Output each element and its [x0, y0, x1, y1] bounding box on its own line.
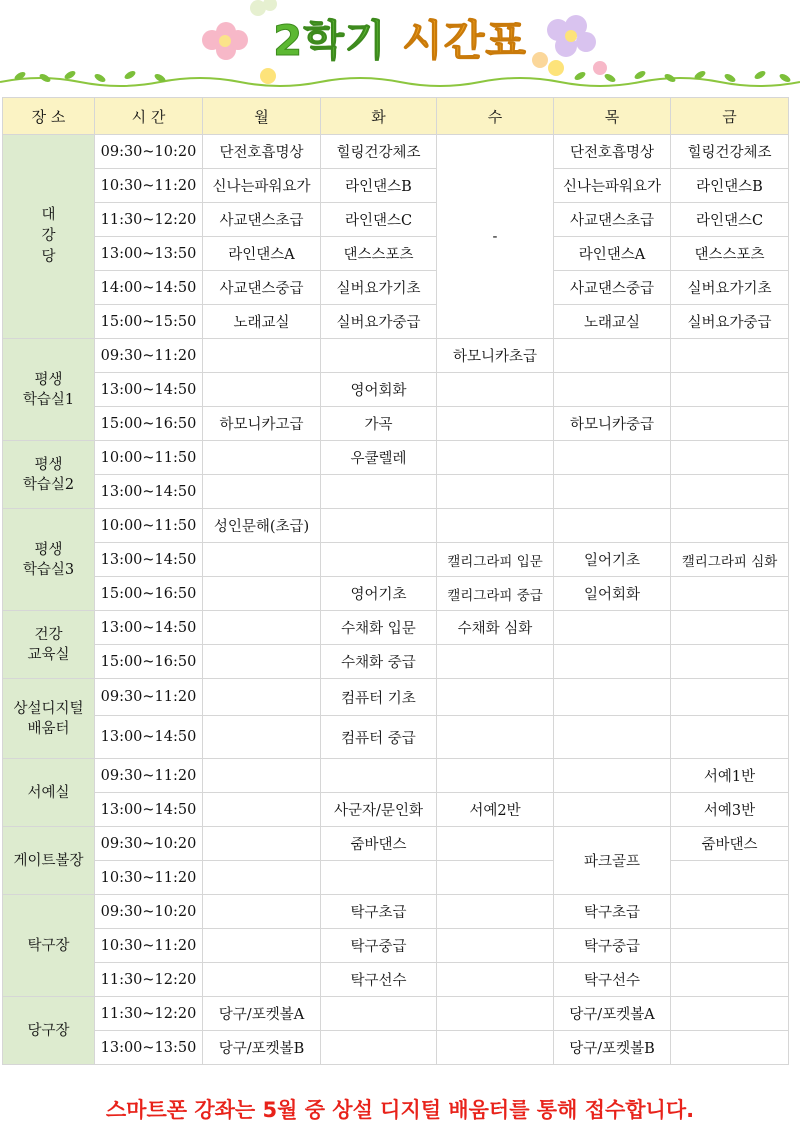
class-cell	[671, 407, 789, 441]
class-cell: 캘리그라피 심화	[671, 543, 789, 577]
class-cell	[554, 793, 671, 827]
class-cell: 당구/포켓볼B	[203, 1031, 321, 1065]
class-cell	[554, 679, 671, 716]
class-cell: 성인문해(초급)	[203, 509, 321, 543]
class-cell	[203, 373, 321, 407]
time-cell: 15:00~16:50	[95, 577, 203, 611]
class-cell	[321, 759, 437, 793]
class-cell: 컴퓨터 중급	[321, 716, 437, 759]
time-cell: 09:30~10:20	[95, 827, 203, 861]
class-cell: 하모니카중급	[554, 407, 671, 441]
class-cell: 영어회화	[321, 373, 437, 407]
class-cell	[554, 759, 671, 793]
table-row	[3, 1031, 789, 1065]
class-cell	[671, 679, 789, 716]
class-cell	[437, 895, 554, 929]
header-wed: 수	[437, 98, 554, 135]
header-fri: 금	[671, 98, 789, 135]
class-cell: 신나는파워요가	[554, 169, 671, 203]
class-cell	[203, 679, 321, 716]
class-cell	[203, 827, 321, 861]
class-cell: 캘리그라피 중급	[437, 577, 554, 611]
time-cell: 09:30~11:20	[95, 339, 203, 373]
time-cell: 14:00~14:50	[95, 271, 203, 305]
footer-notice: 스마트폰 강좌는 5월 중 상설 디지털 배움터를 통해 접수합니다.	[105, 1098, 695, 1122]
time-cell: 13:00~14:50	[95, 543, 203, 577]
class-cell	[321, 543, 437, 577]
class-cell: 댄스스포츠	[321, 237, 437, 271]
table-row	[3, 963, 789, 997]
time-cell: 09:30~10:20	[95, 895, 203, 929]
title-part1: 2학기	[273, 16, 387, 65]
header-mon: 월	[203, 98, 321, 135]
class-cell	[554, 441, 671, 475]
class-cell	[554, 716, 671, 759]
class-cell	[321, 997, 437, 1031]
class-cell: 라인댄스B	[671, 169, 789, 203]
class-cell	[437, 475, 554, 509]
class-cell	[321, 509, 437, 543]
time-cell: 10:00~11:50	[95, 509, 203, 543]
schedule-table	[2, 97, 789, 1065]
class-cell	[203, 929, 321, 963]
class-cell: 단전호흡명상	[203, 135, 321, 169]
table-row	[3, 611, 789, 645]
class-cell	[203, 577, 321, 611]
table-row	[3, 305, 789, 339]
page-title	[0, 8, 800, 68]
place-cell: 대 강 당	[3, 135, 95, 339]
place-cell: 상설디지털 배움터	[3, 679, 95, 759]
class-cell: 탁구선수	[321, 963, 437, 997]
class-cell: 탁구초급	[554, 895, 671, 929]
class-cell	[437, 679, 554, 716]
class-cell: 노래교실	[554, 305, 671, 339]
class-cell: 캘리그라피 입문	[437, 543, 554, 577]
time-cell: 09:30~11:20	[95, 759, 203, 793]
class-cell: 하모니카고급	[203, 407, 321, 441]
class-cell: 라인댄스C	[321, 203, 437, 237]
table-row	[3, 407, 789, 441]
class-cell	[671, 509, 789, 543]
table-row	[3, 543, 789, 577]
class-cell: 하모니카초급	[437, 339, 554, 373]
time-cell: 13:00~14:50	[95, 611, 203, 645]
header-time: 시 간	[95, 98, 203, 135]
table-row	[3, 716, 789, 759]
class-cell: 노래교실	[203, 305, 321, 339]
time-cell: 10:30~11:20	[95, 861, 203, 895]
time-cell: 13:00~14:50	[95, 373, 203, 407]
table-row	[3, 373, 789, 407]
class-cell	[671, 373, 789, 407]
class-cell: 줌바댄스	[321, 827, 437, 861]
table-row	[3, 441, 789, 475]
table-row	[3, 237, 789, 271]
header-decoration	[0, 0, 800, 92]
table-row	[3, 759, 789, 793]
class-cell	[671, 1031, 789, 1065]
class-cell: 라인댄스A	[554, 237, 671, 271]
class-cell	[321, 339, 437, 373]
class-cell: 단전호흡명상	[554, 135, 671, 169]
class-cell	[437, 997, 554, 1031]
place-cell: 평생 학습실3	[3, 509, 95, 611]
class-cell	[671, 895, 789, 929]
class-cell: 탁구초급	[321, 895, 437, 929]
class-cell: 신나는파워요가	[203, 169, 321, 203]
class-cell	[671, 339, 789, 373]
class-cell: 일어기초	[554, 543, 671, 577]
place-cell: 탁구장	[3, 895, 95, 997]
time-cell: 11:30~12:20	[95, 203, 203, 237]
class-cell	[437, 645, 554, 679]
class-cell: 컴퓨터 기초	[321, 679, 437, 716]
class-cell	[321, 1031, 437, 1065]
time-cell: 13:00~13:50	[95, 237, 203, 271]
table-row	[3, 271, 789, 305]
class-cell	[437, 759, 554, 793]
class-cell	[671, 716, 789, 759]
time-cell: 10:00~11:50	[95, 441, 203, 475]
class-cell	[437, 509, 554, 543]
class-cell: 수채화 입문	[321, 611, 437, 645]
class-cell	[203, 963, 321, 997]
class-cell	[203, 861, 321, 895]
class-cell	[321, 475, 437, 509]
class-cell: 당구/포켓볼A	[203, 997, 321, 1031]
place-cell: 게이트볼장	[3, 827, 95, 895]
place-cell: 당구장	[3, 997, 95, 1065]
table-row	[3, 679, 789, 716]
class-cell: 실버요가중급	[671, 305, 789, 339]
class-cell	[203, 339, 321, 373]
time-cell: 09:30~10:20	[95, 135, 203, 169]
place-cell: 평생 학습실1	[3, 339, 95, 441]
class-cell: 서예1반	[671, 759, 789, 793]
table-row	[3, 793, 789, 827]
class-cell	[671, 929, 789, 963]
class-cell	[437, 441, 554, 475]
class-cell	[554, 373, 671, 407]
table-row	[3, 169, 789, 203]
class-cell: 탁구선수	[554, 963, 671, 997]
table-row	[3, 475, 789, 509]
class-cell	[437, 827, 554, 861]
class-cell	[203, 716, 321, 759]
time-cell: 11:30~12:20	[95, 997, 203, 1031]
table-row	[3, 577, 789, 611]
class-cell	[203, 441, 321, 475]
class-cell	[554, 475, 671, 509]
class-cell: 가곡	[321, 407, 437, 441]
class-cell	[671, 577, 789, 611]
table-row	[3, 339, 789, 373]
table-row	[3, 645, 789, 679]
class-cell	[203, 895, 321, 929]
class-cell	[671, 611, 789, 645]
class-cell: 사교댄스중급	[203, 271, 321, 305]
table-row	[3, 895, 789, 929]
class-cell	[203, 645, 321, 679]
class-cell: 사교댄스중급	[554, 271, 671, 305]
class-cell	[671, 963, 789, 997]
class-cell	[437, 861, 554, 895]
class-cell	[203, 543, 321, 577]
class-cell	[554, 339, 671, 373]
time-cell: 13:00~14:50	[95, 793, 203, 827]
title-part2: 시간표	[402, 16, 527, 65]
class-cell: 힐링건강체조	[671, 135, 789, 169]
table-row	[3, 827, 789, 861]
class-cell	[203, 475, 321, 509]
header-tue: 화	[321, 98, 437, 135]
time-cell: 15:00~15:50	[95, 305, 203, 339]
class-cell	[671, 997, 789, 1031]
class-cell: 실버요가기초	[321, 271, 437, 305]
time-cell: 13:00~14:50	[95, 716, 203, 759]
place-cell: 평생 학습실2	[3, 441, 95, 509]
class-cell	[203, 611, 321, 645]
class-cell	[554, 611, 671, 645]
place-cell: 건강 교육실	[3, 611, 95, 679]
time-cell: 13:00~13:50	[95, 1031, 203, 1065]
class-cell	[437, 929, 554, 963]
class-cell: 서예3반	[671, 793, 789, 827]
class-cell: 당구/포켓볼B	[554, 1031, 671, 1065]
class-cell: 실버요가중급	[321, 305, 437, 339]
table-row	[3, 997, 789, 1031]
time-cell: 13:00~14:50	[95, 475, 203, 509]
header-place: 장 소	[3, 98, 95, 135]
class-cell: 댄스스포츠	[671, 237, 789, 271]
class-cell: 영어기초	[321, 577, 437, 611]
class-cell: 탁구중급	[554, 929, 671, 963]
table-row	[3, 135, 789, 169]
class-cell	[671, 861, 789, 895]
time-cell: 09:30~11:20	[95, 679, 203, 716]
class-cell: 줌바댄스	[671, 827, 789, 861]
class-cell: 라인댄스C	[671, 203, 789, 237]
class-cell: 서예2반	[437, 793, 554, 827]
time-cell: 11:30~12:20	[95, 963, 203, 997]
class-cell	[671, 475, 789, 509]
class-cell-empty: -	[437, 135, 554, 339]
class-cell: 일어회화	[554, 577, 671, 611]
class-cell	[554, 645, 671, 679]
class-cell: 사군자/문인화	[321, 793, 437, 827]
class-cell: 라인댄스A	[203, 237, 321, 271]
class-cell: 수채화 심화	[437, 611, 554, 645]
time-cell: 15:00~16:50	[95, 407, 203, 441]
class-cell	[321, 861, 437, 895]
class-cell	[671, 645, 789, 679]
class-cell	[437, 963, 554, 997]
class-cell: 탁구중급	[321, 929, 437, 963]
class-cell: 파크골프	[554, 827, 671, 895]
time-cell: 10:30~11:20	[95, 929, 203, 963]
class-cell	[437, 373, 554, 407]
class-cell	[437, 1031, 554, 1065]
class-cell	[437, 407, 554, 441]
class-cell	[203, 759, 321, 793]
class-cell: 라인댄스B	[321, 169, 437, 203]
place-cell: 서예실	[3, 759, 95, 827]
class-cell: 당구/포켓볼A	[554, 997, 671, 1031]
class-cell: 힐링건강체조	[321, 135, 437, 169]
class-cell: 실버요가기초	[671, 271, 789, 305]
class-cell: 사교댄스초급	[203, 203, 321, 237]
table-row	[3, 509, 789, 543]
class-cell: 수채화 중급	[321, 645, 437, 679]
table-header-row	[3, 98, 789, 135]
class-cell: 우쿨렐레	[321, 441, 437, 475]
class-cell	[437, 716, 554, 759]
class-cell	[554, 509, 671, 543]
table-row	[3, 203, 789, 237]
class-cell: 사교댄스초급	[554, 203, 671, 237]
class-cell	[203, 793, 321, 827]
time-cell: 15:00~16:50	[95, 645, 203, 679]
table-row	[3, 929, 789, 963]
header-thu: 목	[554, 98, 671, 135]
class-cell	[671, 441, 789, 475]
table-row	[3, 861, 789, 895]
time-cell: 10:30~11:20	[95, 169, 203, 203]
